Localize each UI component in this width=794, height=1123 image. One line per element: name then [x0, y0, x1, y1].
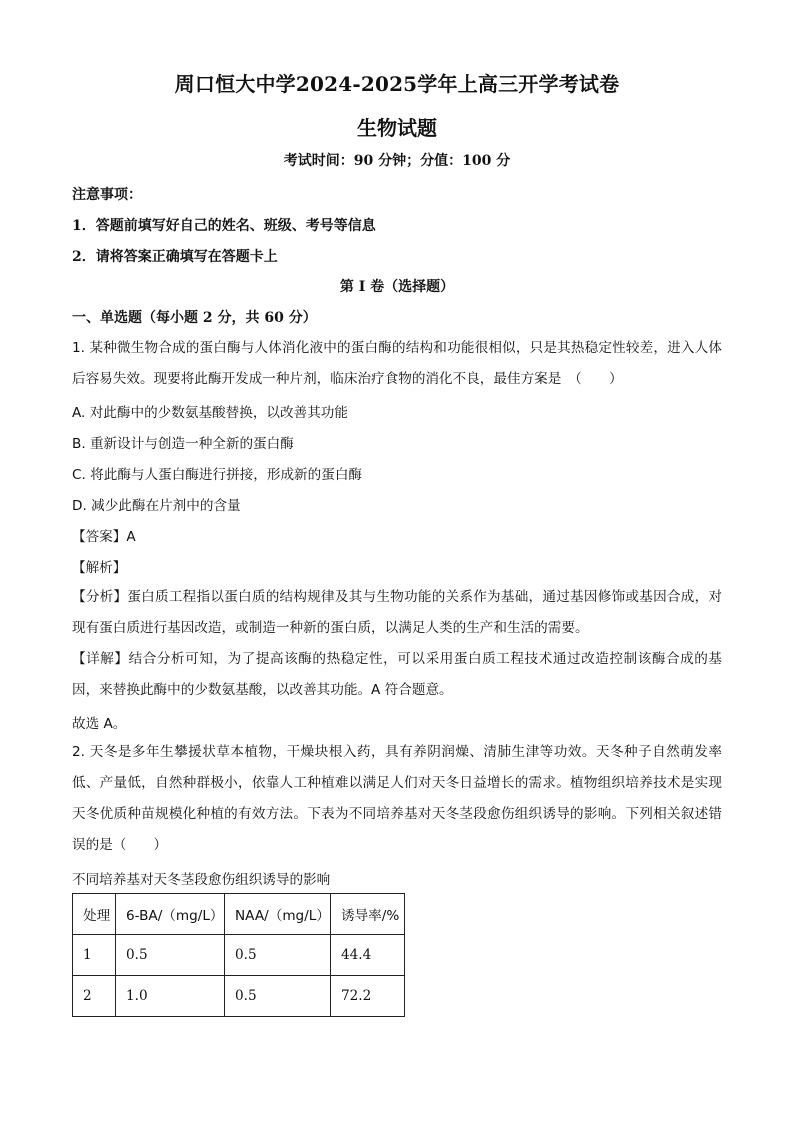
table-header-cell: 诱导率/%: [331, 894, 405, 935]
answer-label: 【答案】: [72, 529, 127, 545]
table-header-row: [73, 894, 405, 935]
table-header-cell: 处理: [73, 894, 116, 935]
part-heading: 第 I 卷（选择题）: [339, 279, 455, 295]
option-d: D. 减少此酶在片剂中的含量: [72, 498, 241, 514]
question-2-stem: 2. 天冬是多年生攀援状草本植物，干燥块根入药，具有养阴润燥、清肺生津等功效。天冬种子自然萌发率低、产量低，自然种群极小，依靠人工种植难以满足人们对天冬日益增长的需求。植物组织培养技术是实现天冬优质种苗规模化种植的有效方法。下表为不同培养基对天冬茎段愈伤组织诱导的影响。下列相关叙述错误的是（ ）: [72, 744, 722, 853]
table-cell: 1: [73, 935, 116, 976]
table-row: [73, 976, 405, 1017]
table-cell: 0.5: [225, 976, 331, 1017]
fenxi-paragraph: [72, 582, 722, 644]
section-heading: 一、单选题（每小题 2 分，共 60 分）: [72, 310, 317, 326]
conclusion: 故选 A。: [72, 716, 127, 732]
answer-value: A: [126, 529, 136, 545]
xiangjie-paragraph: [72, 644, 722, 706]
option-c: C. 将此酶与人蛋白酶进行拼接，形成新的蛋白酶: [72, 467, 363, 483]
analysis-label: 【解析】: [72, 560, 127, 576]
table-cell: 72.2: [331, 976, 405, 1017]
table-cell: 2: [73, 976, 116, 1017]
notes-heading: 注意事项：: [72, 187, 142, 203]
fenxi-label: 【分析】: [72, 589, 128, 605]
note-item: 2．请将答案正确填写在答题卡上: [72, 249, 278, 265]
option-a: A. 对此酶中的少数氨基酸替换，以改善其功能: [72, 405, 348, 421]
answer-line: [72, 525, 136, 545]
table-cell: 1.0: [116, 976, 225, 1017]
table-cell: 0.5: [225, 935, 331, 976]
fenxi-text: 蛋白质工程指以蛋白质的结构规律及其与生物功能的关系作为基础，通过基因修饰或基因合成，对现有蛋白质进行基因改造，或制造一种新的蛋白质，以满足人类的生产和生活的需要。: [72, 589, 723, 636]
data-table: [72, 893, 405, 1017]
xiangjie-label: 【详解】: [72, 651, 129, 667]
xiangjie-text: 结合分析可知，为了提高该酶的热稳定性，可以采用蛋白质工程技术通过改造控制该酶合成的基因，来替换此酶中的少数氨基酸，以改善其功能。A 符合题意。: [72, 651, 723, 698]
option-b: B. 重新设计与创造一种全新的蛋白酶: [72, 436, 294, 452]
table-caption: 不同培养基对天冬茎段愈伤组织诱导的影响: [72, 872, 331, 888]
table-cell: 0.5: [116, 935, 225, 976]
exam-info: 考试时间：90 分钟；分值：100 分: [283, 153, 511, 169]
table-cell: 44.4: [331, 935, 405, 976]
subject-title: 生物试题: [357, 116, 437, 140]
note-item: 1．答题前填写好自己的姓名、班级、考号等信息: [72, 218, 376, 234]
question-1-stem: 1. 某种微生物合成的蛋白酶与人体消化液中的蛋白酶的结构和功能很相似，只是其热稳定性较差，进入人体后容易失效。现要将此酶开发成一种片剂，临床治疗食物的消化不良，最佳方案是 （ ）: [72, 340, 722, 387]
page-title: 周口恒大中学2024-2025学年上高三开学考试卷: [174, 72, 620, 96]
table-header-cell: 6-BA/（mg/L）: [116, 894, 225, 935]
table-row: [73, 935, 405, 976]
table-header-cell: NAA/（mg/L）: [225, 894, 331, 935]
